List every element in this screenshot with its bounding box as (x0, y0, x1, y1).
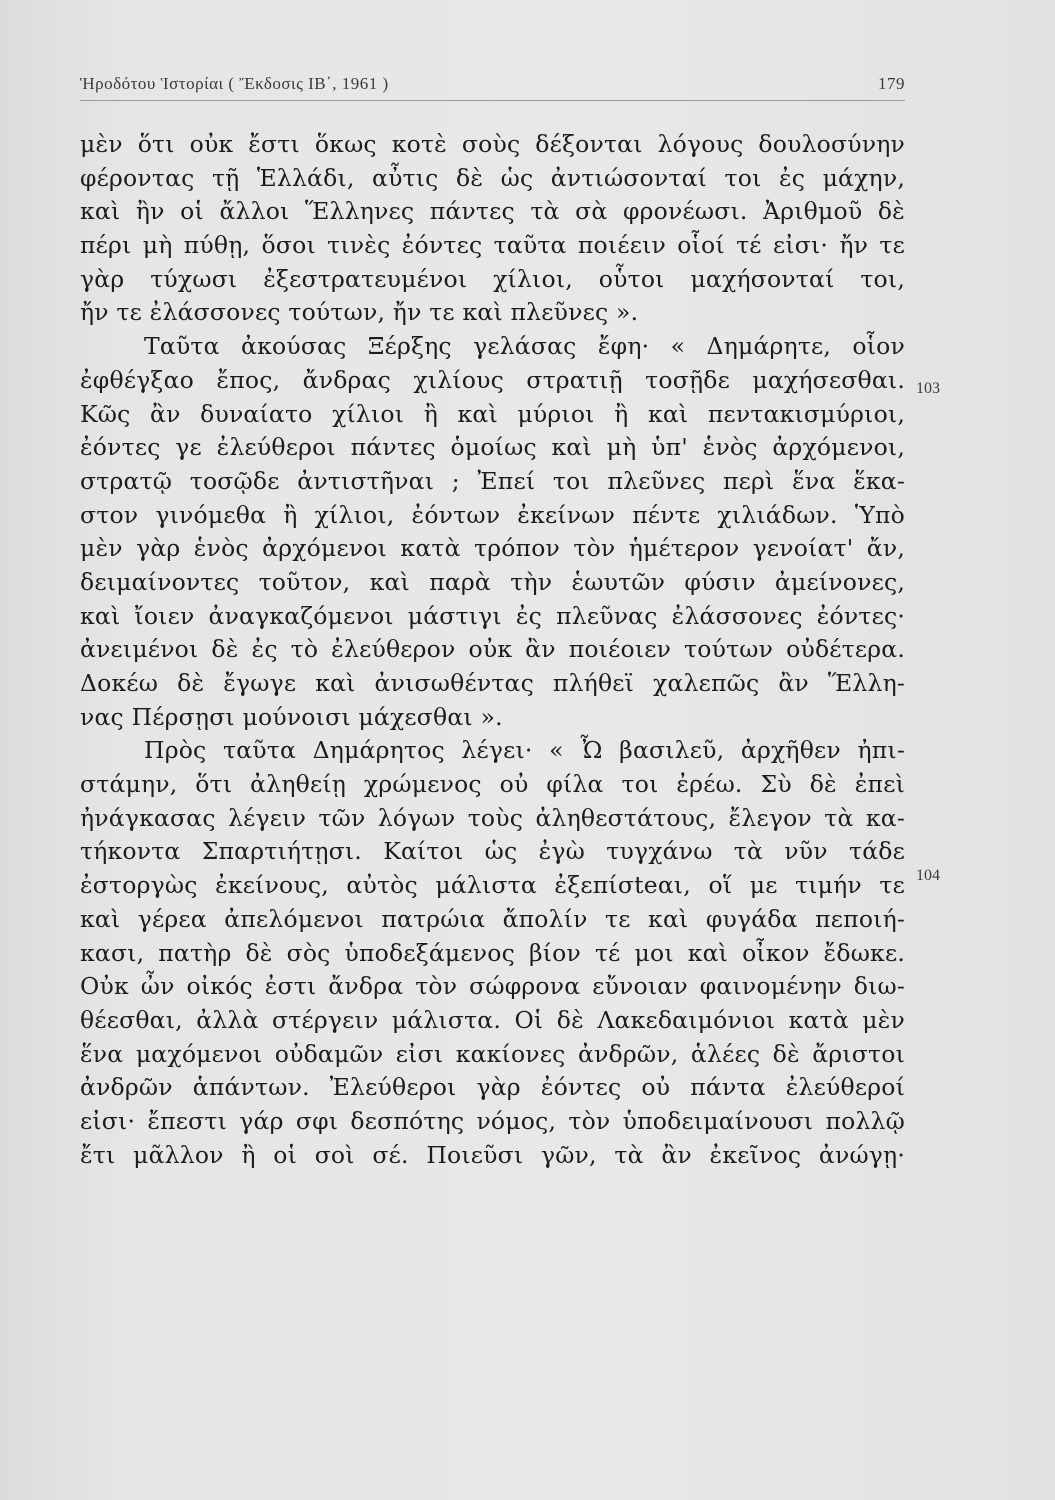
text-line: ἀνδρῶν ἁπάντων. Ἐλεύθεροι γὰρ ἐόντες οὐ πάντα ἐλεύθεροί (80, 1073, 905, 1102)
text-line: στάμην, ὅτι ἀληθείῃ χρώμενος οὐ φίλα τοι ἐρέω. Σὺ δὲ ἐπεὶ (80, 770, 905, 799)
text-line: μὲν ὅτι οὐκ ἔστι ὅκως κοτὲ σοὺς δέξονται λόγους δουλοσύνην (80, 130, 905, 158)
text-line: πέρι μὴ πύθῃ, ὅσοι τινὲς ἐόντες ταῦτα ποιέειν οἷοί τέ εἰσι· ἤν τε (80, 231, 905, 260)
margin-section-number: 103 (916, 380, 940, 397)
main-text (80, 128, 905, 1172)
text-line: στον γινόμεθα ἢ χίλιοι, ἐόντων ἐκείνων πέντε χιλιάδων. Ὑπὸ (80, 500, 905, 529)
text-line: ἐφθέγξαο ἔπος, ἄνδρας χιλίους στρατιῇ τοσῇδε μαχήσεσθαι. (80, 365, 905, 394)
text-line: φέροντας τῇ Ἑλλάδι, αὖτις δὲ ὡς ἀντιώσονταί τοι ἐς μάχην, (80, 163, 905, 192)
text-line: θέεσθαι, ἀλλὰ στέργειν μάλιστα. Οἱ δὲ Λακεδαιμόνιοι κατὰ μὲν (80, 1005, 905, 1034)
header-rule (80, 100, 905, 101)
text-line: κασι, πατὴρ δὲ σὸς ὑποδεξάμενος βίον τέ μοι καὶ οἶκον ἔδωκε. (80, 938, 905, 967)
text-line: Οὐκ ὦν οἰκός ἐστι ἄνδρα τὸν σώφρονα εὔνοιαν φαινομένην διω- (80, 972, 905, 1001)
text-line: νας Πέρσῃσι μούνοισι μάχεσθαι ». (80, 702, 503, 731)
text-line: μὲν γὰρ ἑνὸς ἀρχόμενοι κατὰ τρόπον τὸν ἡμέτερον γενοίατ' ἄν, (80, 534, 905, 563)
text-line: Κῶς ἂν δυναίατο χίλιοι ἢ καὶ μύριοι ἢ καὶ πεντακισμύριοι, (80, 399, 905, 428)
text-line: στρατῷ τοσῷδε ἀντιστῆναι ; Ἐπεί τοι πλεῦνες περὶ ἕνα ἕκα- (80, 466, 905, 495)
running-header (80, 66, 905, 94)
text-line: Πρὸς ταῦτα Δημάρητος λέγει· « Ὦ βασιλεῦ, ἀρχῆθεν ἠπι- (144, 736, 905, 765)
text-line: δειμαίνοντες τοῦτον, καὶ παρὰ τὴν ἑωυτῶν φύσιν ἀμείνονες, (80, 567, 905, 596)
text-line: τήκοντα Σπαρτιήτῃσι. Καίτοι ὡς ἐγὼ τυγχάνω τὰ νῦν τάδε (80, 837, 905, 866)
text-line: καὶ ἢν οἱ ἄλλοι Ἕλληνες πάντες τὰ σὰ φρονέωσι. Ἀριθμοῦ δὲ (80, 197, 905, 226)
text-line: ἤν τε ἐλάσσονες τούτων, ἤν τε καὶ πλεῦνες ». (80, 298, 639, 327)
text-line: καὶ γέρεα ἀπελόμενοι πατρώια ἄπολίν τε καὶ φυγάδα πεποιή- (80, 904, 905, 933)
text-line: ἕνα μαχόμενοι οὐδαμῶν εἰσι κακίονες ἀνδρῶν, ἁλέες δὲ ἄριστοι (80, 1039, 905, 1068)
text-line: γὰρ τύχωσι ἐξεστρατευμένοι χίλιοι, οὗτοι μαχήσονταί τοι, (80, 264, 905, 293)
margin-section-number: 104 (916, 867, 940, 884)
text-line: Δοκέω δὲ ἔγωγε καὶ ἀνισωθέντας πλήθεϊ χαλεπῶς ἂν Ἕλλη- (80, 669, 905, 697)
text-line: καὶ ἴοιεν ἀναγκαζόμενοι μάστιγι ἐς πλεῦνας ἐλάσσονες ἐόντες· (80, 601, 905, 630)
text-line: ἠνάγκασας λέγειν τῶν λόγων τοὺς ἀληθεστάτους, ἔλεγον τὰ κα- (80, 803, 905, 832)
text-line: εἰσι· ἔπεστι γάρ σφι δεσπότης νόμος, τὸν ὑποδειμαίνουσι πολλῷ (80, 1106, 905, 1135)
text-line: ἀνειμένοι δὲ ἐς τὸ ἐλεύθερον οὐκ ἂν ποιέοιεν τούτων οὐδέτερα. (80, 635, 905, 664)
page-number: 179 (878, 74, 905, 93)
running-title: Ἡροδότου Ἱστορίαι ( Ἔκδοσις ΙΒ΄, 1961 ) (80, 74, 389, 93)
text-line: ἔτι μᾶλλον ἢ οἱ σοὶ σέ. Ποιεῦσι γῶν, τὰ ἂν ἐκεῖνος ἀνώγῃ· (80, 1140, 905, 1169)
text-line: ἐστοργὼς ἐκείνους, αὐτὸς μάλιστα ἐξεπίσteαι, οἵ με τιμήν τε (80, 871, 905, 900)
text-line: Ταῦτα ἀκούσας Ξέρξης γελάσας ἔφη· « Δημάρητε, οἷον (144, 332, 905, 361)
text-line: ἐόντες γε ἐλεύθεροι πάντες ὁμοίως καὶ μὴ ὑπ' ἑνὸς ἀρχόμενοι, (80, 433, 905, 462)
